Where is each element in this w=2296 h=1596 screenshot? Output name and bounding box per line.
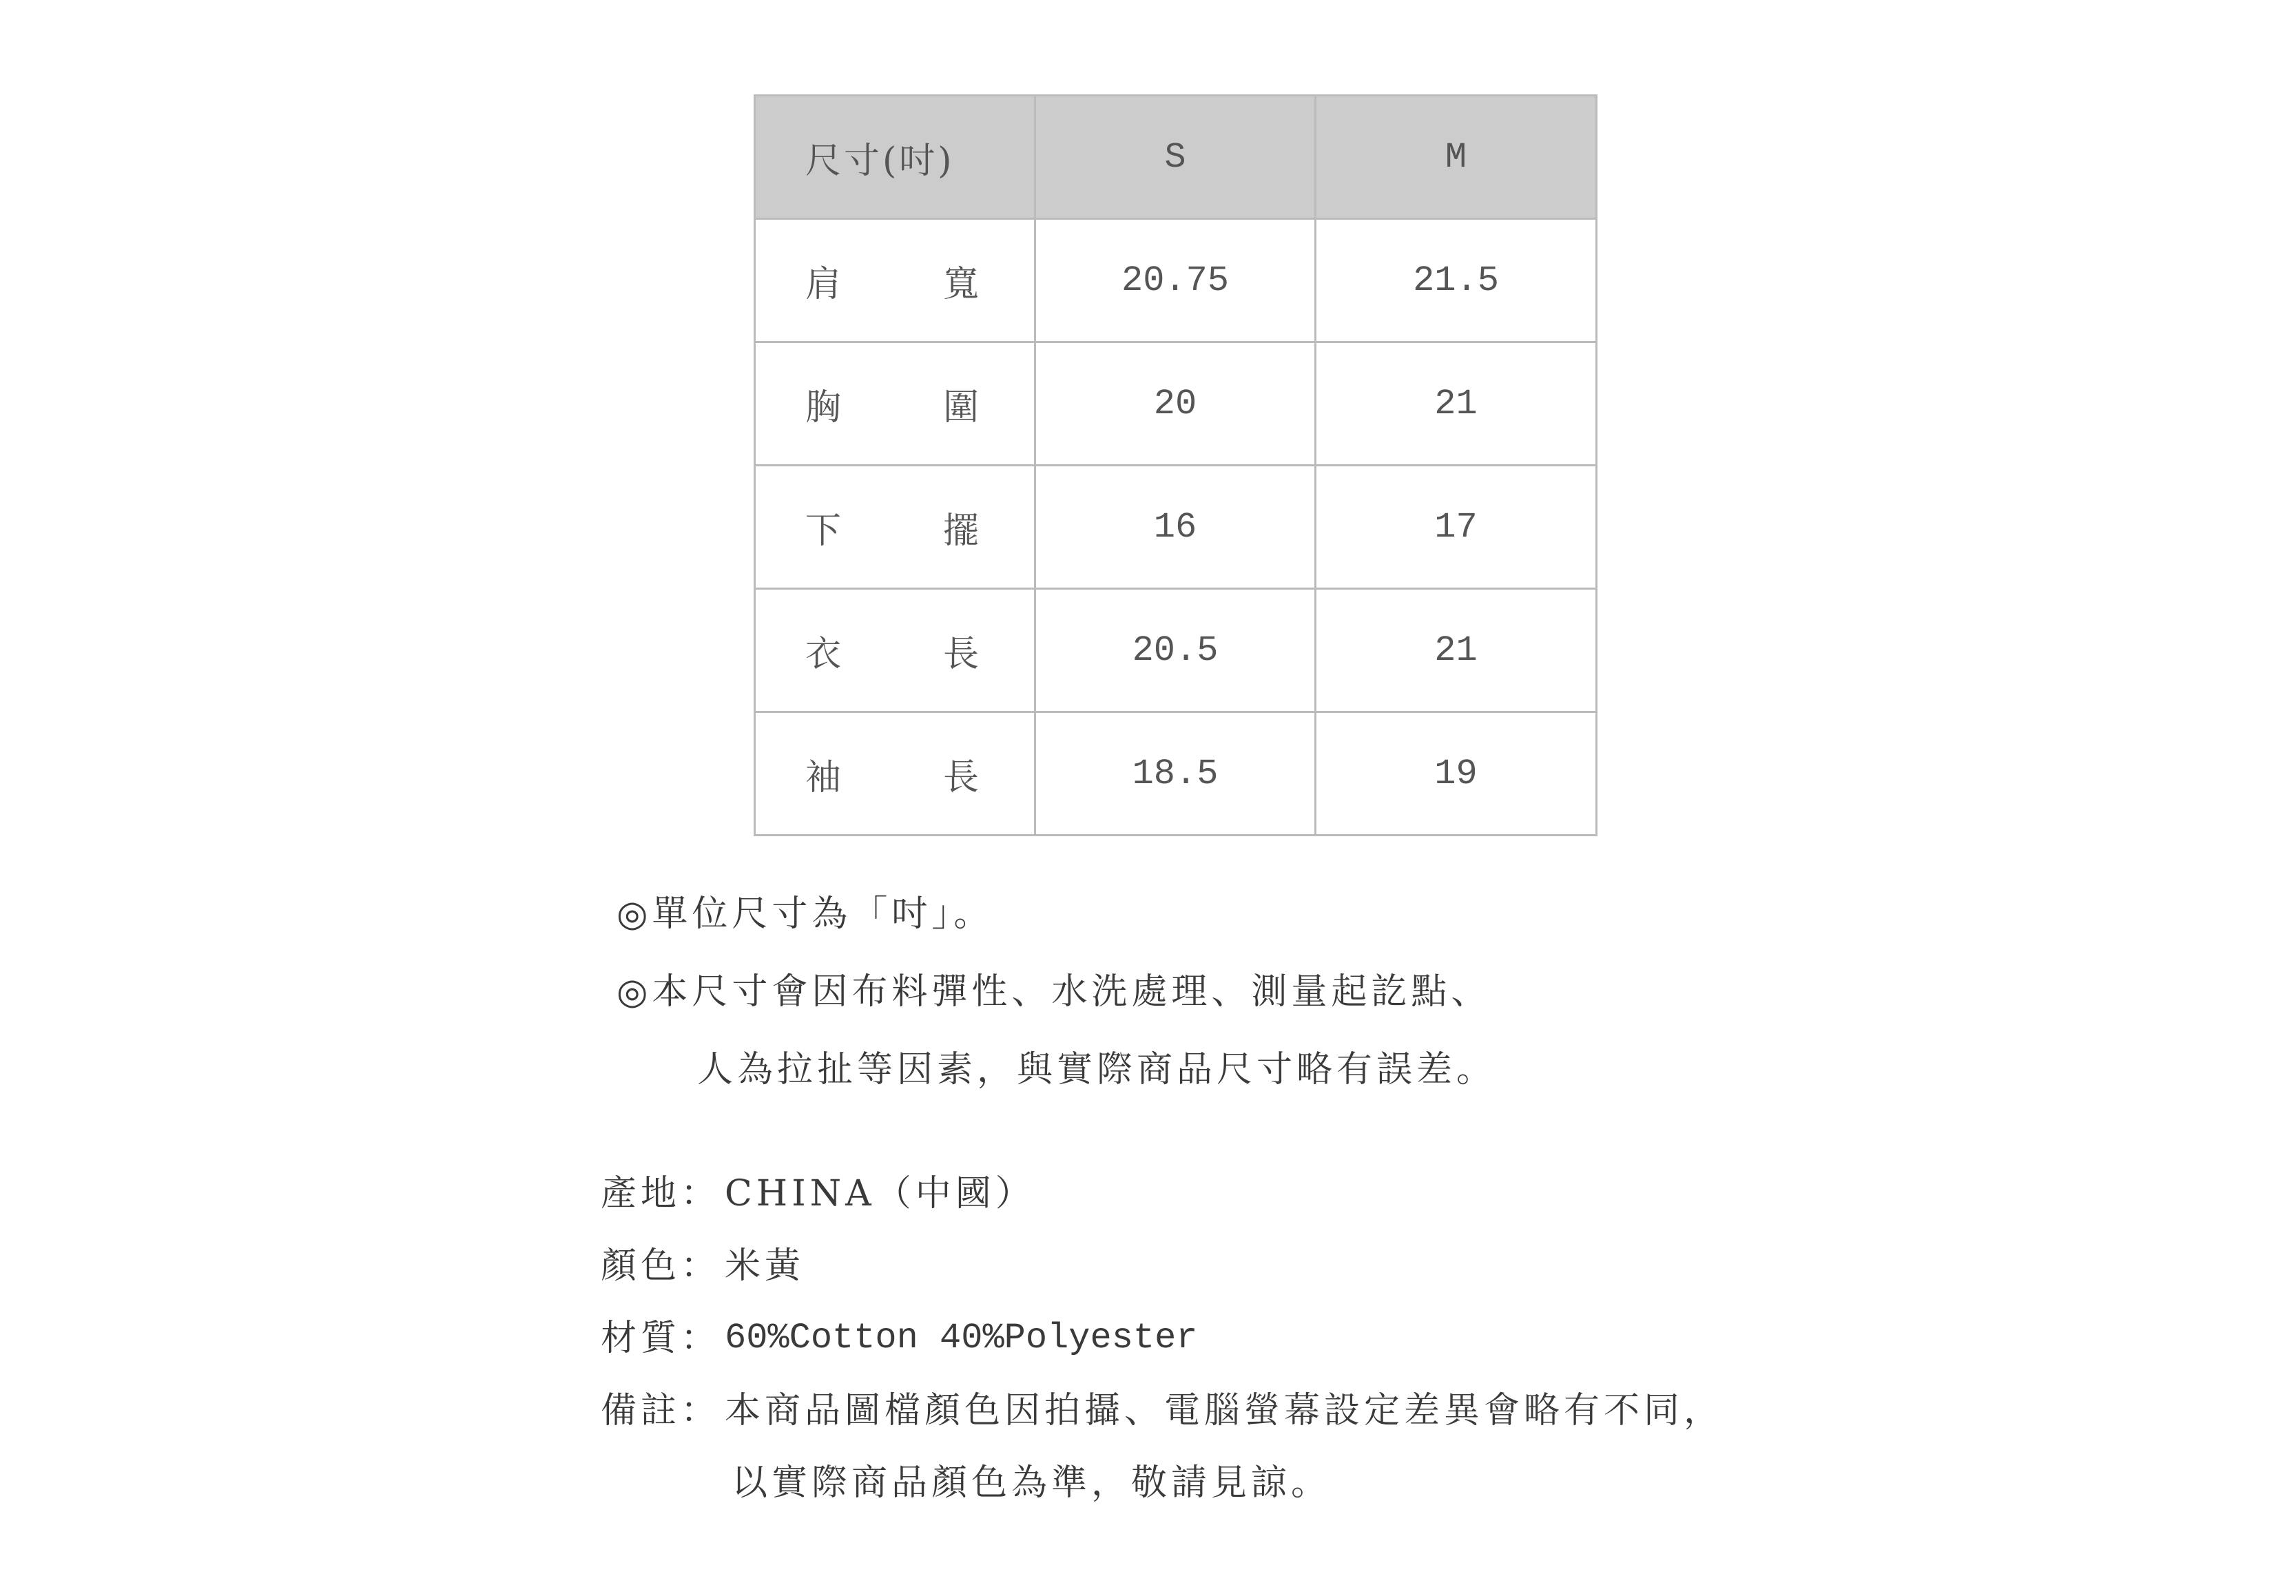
value-s: 20.75 bbox=[1035, 219, 1316, 342]
size-chart-table bbox=[754, 94, 1597, 836]
remark-value-cont: 以實際商品顏色為準，敬請見諒。 bbox=[732, 1462, 1332, 1504]
value-m: 17 bbox=[1316, 466, 1597, 589]
origin-value: CHINA（中國） bbox=[725, 1173, 1035, 1214]
material-label: 材質： bbox=[601, 1318, 721, 1359]
value-m: 21 bbox=[1316, 342, 1597, 466]
header-size-s: S bbox=[1035, 96, 1316, 219]
table-header-row bbox=[755, 96, 1597, 219]
info-remark-cont bbox=[601, 1460, 1724, 1533]
row-label: 衣 長 bbox=[755, 589, 1035, 712]
header-size-m: M bbox=[1316, 96, 1597, 219]
product-info bbox=[601, 1171, 1724, 1533]
info-color bbox=[601, 1243, 1724, 1316]
remark-value: 本商品圖檔顏色因拍攝、電腦螢幕設定差異會略有不同， bbox=[725, 1390, 1724, 1431]
row-label: 下 擺 bbox=[755, 466, 1035, 589]
row-label: 胸 圍 bbox=[755, 342, 1035, 466]
value-s: 20 bbox=[1035, 342, 1316, 466]
color-value: 米黃 bbox=[725, 1245, 805, 1287]
table-row bbox=[755, 712, 1597, 836]
note-disclaimer: ◎本尺寸會因布料彈性、水洗處理、測量起訖點、 bbox=[617, 971, 1491, 1013]
info-origin bbox=[601, 1171, 1724, 1243]
table-row bbox=[755, 219, 1597, 342]
value-m: 21.5 bbox=[1316, 219, 1597, 342]
value-s: 18.5 bbox=[1035, 712, 1316, 836]
table-row bbox=[755, 466, 1597, 589]
info-material bbox=[601, 1316, 1724, 1388]
remark-label: 備註： bbox=[601, 1390, 721, 1431]
row-label: 袖 長 bbox=[755, 712, 1035, 836]
table-row bbox=[755, 342, 1597, 466]
value-m: 19 bbox=[1316, 712, 1597, 836]
color-label: 顏色： bbox=[601, 1245, 721, 1287]
row-label: 肩 寬 bbox=[755, 219, 1035, 342]
material-value: 60%Cotton 40%Polyester bbox=[725, 1318, 1198, 1358]
note-disclaimer-cont: 人為拉扯等因素，與實際商品尺寸略有誤差。 bbox=[697, 1049, 1497, 1090]
value-m: 21 bbox=[1316, 589, 1597, 712]
origin-label: 產地： bbox=[601, 1173, 721, 1214]
value-s: 20.5 bbox=[1035, 589, 1316, 712]
header-size-label: 尺寸(吋) bbox=[755, 96, 1035, 219]
table-row bbox=[755, 589, 1597, 712]
value-s: 16 bbox=[1035, 466, 1316, 589]
note-unit: ◎單位尺寸為「吋」。 bbox=[617, 893, 994, 935]
size-notes bbox=[617, 892, 1496, 1126]
info-remark bbox=[601, 1388, 1724, 1460]
